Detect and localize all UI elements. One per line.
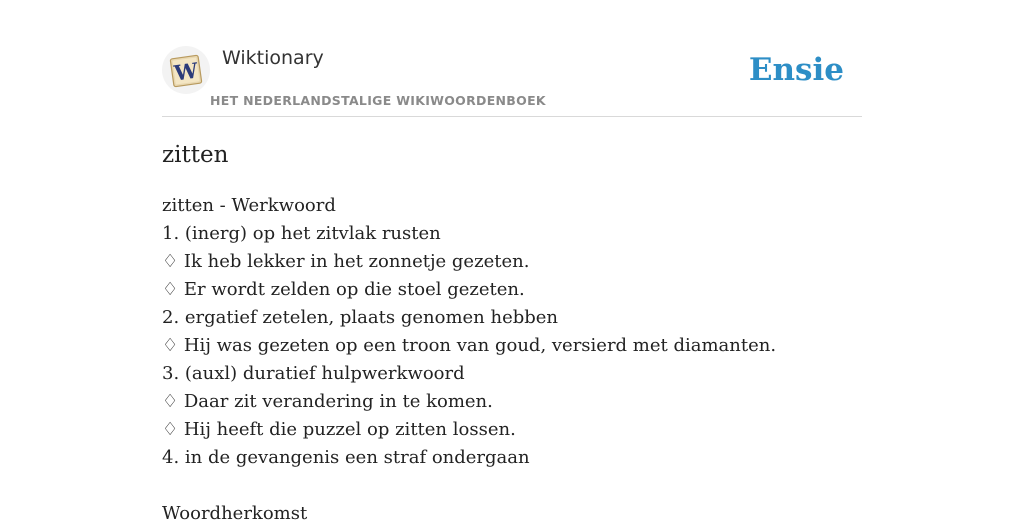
definition-example: ♢ Hij was gezeten op een troon van goud, versierd met diamanten. <box>162 335 777 356</box>
definition-heading: zitten - Werkwoord <box>162 195 336 216</box>
definition-example: ♢ Daar zit verandering in te komen. <box>162 391 493 412</box>
section-heading-etymology: Woordherkomst <box>162 503 308 524</box>
site-subtitle: HET NEDERLANDSTALIGE WIKIWOORDENBOEK <box>210 93 546 108</box>
site-title[interactable]: Wiktionary <box>222 47 324 69</box>
site-header <box>162 40 862 117</box>
definition-example: ♢ Er wordt zelden op die stoel gezeten. <box>162 279 525 300</box>
page-title: zitten <box>162 142 229 168</box>
definition-sense: 1. (inerg) op het zitvlak rusten <box>162 223 441 244</box>
definition-sense: 4. in de gevangenis een straf ondergaan <box>162 447 530 468</box>
definition-sense: 2. ergatief zetelen, plaats genomen hebben <box>162 307 559 328</box>
definition-sense: 3. (auxl) duratief hulpwerkwoord <box>162 363 465 384</box>
ensie-brand-link[interactable]: Ensie <box>748 52 844 88</box>
svg-text:W: W <box>172 57 200 86</box>
definition-body <box>162 192 862 528</box>
definition-example: ♢ Ik heb lekker in het zonnetje gezeten. <box>162 251 530 272</box>
section-gap <box>162 472 862 500</box>
definition-example: ♢ Hij heeft die puzzel op zitten lossen. <box>162 419 516 440</box>
wiktionary-logo-icon[interactable] <box>162 46 210 94</box>
